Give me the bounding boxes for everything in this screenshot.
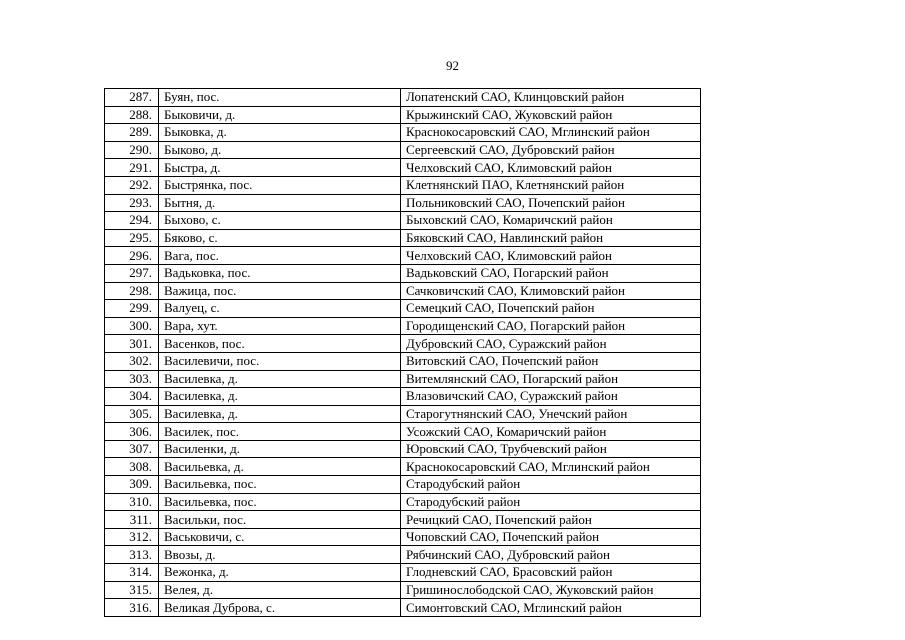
table-row xyxy=(105,159,701,177)
admin-unit-cell: Семецкий САО, Почепский район xyxy=(401,300,701,318)
row-number-cell: 294. xyxy=(105,212,159,230)
table-row xyxy=(105,141,701,159)
row-number-cell: 309. xyxy=(105,476,159,494)
admin-unit-cell: Бяковский САО, Навлинский район xyxy=(401,229,701,247)
settlement-name-cell: Васенков, пос. xyxy=(159,335,401,353)
row-number-cell: 311. xyxy=(105,511,159,529)
row-number-cell: 302. xyxy=(105,352,159,370)
row-number-cell: 315. xyxy=(105,581,159,599)
settlement-name-cell: Бяково, с. xyxy=(159,229,401,247)
row-number-cell: 313. xyxy=(105,546,159,564)
table-row xyxy=(105,388,701,406)
admin-unit-cell: Польниковский САО, Почепский район xyxy=(401,194,701,212)
page-number: 92 xyxy=(446,58,459,73)
table-row xyxy=(105,423,701,441)
admin-unit-cell: Челховский САО, Климовский район xyxy=(401,247,701,265)
settlement-name-cell: Вадьковка, пос. xyxy=(159,264,401,282)
table-row xyxy=(105,335,701,353)
admin-unit-cell: Усожский САО, Комаричский район xyxy=(401,423,701,441)
settlement-name-cell: Быстра, д. xyxy=(159,159,401,177)
row-number-cell: 289. xyxy=(105,124,159,142)
admin-unit-cell: Клетнянский ПАО, Клетнянский район xyxy=(401,176,701,194)
settlement-name-cell: Васильевка, д. xyxy=(159,458,401,476)
row-number-cell: 314. xyxy=(105,564,159,582)
settlement-name-cell: Василенки, д. xyxy=(159,440,401,458)
row-number-cell: 297. xyxy=(105,264,159,282)
settlement-name-cell: Васильки, пос. xyxy=(159,511,401,529)
settlement-name-cell: Быхово, с. xyxy=(159,212,401,230)
settlement-name-cell: Василевка, д. xyxy=(159,388,401,406)
table-row xyxy=(105,300,701,318)
settlement-name-cell: Быковичи, д. xyxy=(159,106,401,124)
admin-unit-cell: Витемлянский САО, Погарский район xyxy=(401,370,701,388)
admin-unit-cell: Лопатенский САО, Клинцовский район xyxy=(401,89,701,107)
row-number-cell: 295. xyxy=(105,229,159,247)
row-number-cell: 293. xyxy=(105,194,159,212)
settlement-name-cell: Василевичи, пос. xyxy=(159,352,401,370)
admin-unit-cell: Влазовичский САО, Суражский район xyxy=(401,388,701,406)
settlement-name-cell: Василек, пос. xyxy=(159,423,401,441)
admin-unit-cell: Дубровский САО, Суражский район xyxy=(401,335,701,353)
settlement-name-cell: Велея, д. xyxy=(159,581,401,599)
settlement-name-cell: Васильевка, пос. xyxy=(159,476,401,494)
admin-unit-cell: Витовский САО, Почепский район xyxy=(401,352,701,370)
settlement-name-cell: Бытня, д. xyxy=(159,194,401,212)
table-row xyxy=(105,352,701,370)
row-number-cell: 301. xyxy=(105,335,159,353)
settlement-name-cell: Васьковичи, с. xyxy=(159,528,401,546)
table-row xyxy=(105,546,701,564)
table-row xyxy=(105,124,701,142)
table-row xyxy=(105,511,701,529)
row-number-cell: 304. xyxy=(105,388,159,406)
settlement-name-cell: Валуец, с. xyxy=(159,300,401,318)
table-row xyxy=(105,370,701,388)
table-row xyxy=(105,493,701,511)
settlements-table-body xyxy=(105,89,701,617)
row-number-cell: 307. xyxy=(105,440,159,458)
settlement-name-cell: Быстрянка, пос. xyxy=(159,176,401,194)
table-row xyxy=(105,440,701,458)
settlement-name-cell: Василевка, д. xyxy=(159,370,401,388)
admin-unit-cell: Чоповский САО, Почепский район xyxy=(401,528,701,546)
row-number-cell: 316. xyxy=(105,599,159,617)
table-row xyxy=(105,476,701,494)
settlement-name-cell: Вежонка, д. xyxy=(159,564,401,582)
admin-unit-cell: Симонтовский САО, Мглинский район xyxy=(401,599,701,617)
table-row xyxy=(105,176,701,194)
admin-unit-cell: Старогутнянский САО, Унечский район xyxy=(401,405,701,423)
row-number-cell: 312. xyxy=(105,528,159,546)
settlement-name-cell: Буян, пос. xyxy=(159,89,401,107)
table-row xyxy=(105,264,701,282)
table-row xyxy=(105,212,701,230)
admin-unit-cell: Стародубский район xyxy=(401,476,701,494)
table-row xyxy=(105,247,701,265)
row-number-cell: 298. xyxy=(105,282,159,300)
admin-unit-cell: Краснокосаровский САО, Мглинский район xyxy=(401,124,701,142)
row-number-cell: 303. xyxy=(105,370,159,388)
table-row xyxy=(105,282,701,300)
row-number-cell: 310. xyxy=(105,493,159,511)
row-number-cell: 308. xyxy=(105,458,159,476)
admin-unit-cell: Сачковичский САО, Климовский район xyxy=(401,282,701,300)
admin-unit-cell: Стародубский район xyxy=(401,493,701,511)
settlement-name-cell: Быково, д. xyxy=(159,141,401,159)
row-number-cell: 300. xyxy=(105,317,159,335)
table-row xyxy=(105,194,701,212)
settlement-name-cell: Великая Дуброва, с. xyxy=(159,599,401,617)
row-number-cell: 306. xyxy=(105,423,159,441)
table-row xyxy=(105,581,701,599)
admin-unit-cell: Краснокосаровский САО, Мглинский район xyxy=(401,458,701,476)
settlement-name-cell: Василевка, д. xyxy=(159,405,401,423)
admin-unit-cell: Быховский САО, Комаричский район xyxy=(401,212,701,230)
table-row xyxy=(105,405,701,423)
settlement-name-cell: Вага, пос. xyxy=(159,247,401,265)
table-row xyxy=(105,599,701,617)
table-row xyxy=(105,458,701,476)
row-number-cell: 291. xyxy=(105,159,159,177)
settlement-name-cell: Ввозы, д. xyxy=(159,546,401,564)
row-number-cell: 290. xyxy=(105,141,159,159)
admin-unit-cell: Вадьковский САО, Погарский район xyxy=(401,264,701,282)
row-number-cell: 292. xyxy=(105,176,159,194)
row-number-cell: 296. xyxy=(105,247,159,265)
admin-unit-cell: Рябчинский САО, Дубровский район xyxy=(401,546,701,564)
row-number-cell: 299. xyxy=(105,300,159,318)
table-row xyxy=(105,229,701,247)
row-number-cell: 287. xyxy=(105,89,159,107)
admin-unit-cell: Гришинослободской САО, Жуковский район xyxy=(401,581,701,599)
table-row xyxy=(105,106,701,124)
settlement-name-cell: Васильевка, пос. xyxy=(159,493,401,511)
admin-unit-cell: Челховский САО, Климовский район xyxy=(401,159,701,177)
table-row xyxy=(105,564,701,582)
table-row xyxy=(105,317,701,335)
admin-unit-cell: Городищенский САО, Погарский район xyxy=(401,317,701,335)
settlement-name-cell: Вара, хут. xyxy=(159,317,401,335)
row-number-cell: 288. xyxy=(105,106,159,124)
settlement-name-cell: Важица, пос. xyxy=(159,282,401,300)
table-row xyxy=(105,528,701,546)
settlement-name-cell: Быковка, д. xyxy=(159,124,401,142)
admin-unit-cell: Речицкий САО, Почепский район xyxy=(401,511,701,529)
admin-unit-cell: Юровский САО, Трубчевский район xyxy=(401,440,701,458)
settlements-table xyxy=(104,88,701,617)
table-row xyxy=(105,89,701,107)
admin-unit-cell: Глодневский САО, Брасовский район xyxy=(401,564,701,582)
admin-unit-cell: Крыжинский САО, Жуковский район xyxy=(401,106,701,124)
row-number-cell: 305. xyxy=(105,405,159,423)
admin-unit-cell: Сергеевский САО, Дубровский район xyxy=(401,141,701,159)
